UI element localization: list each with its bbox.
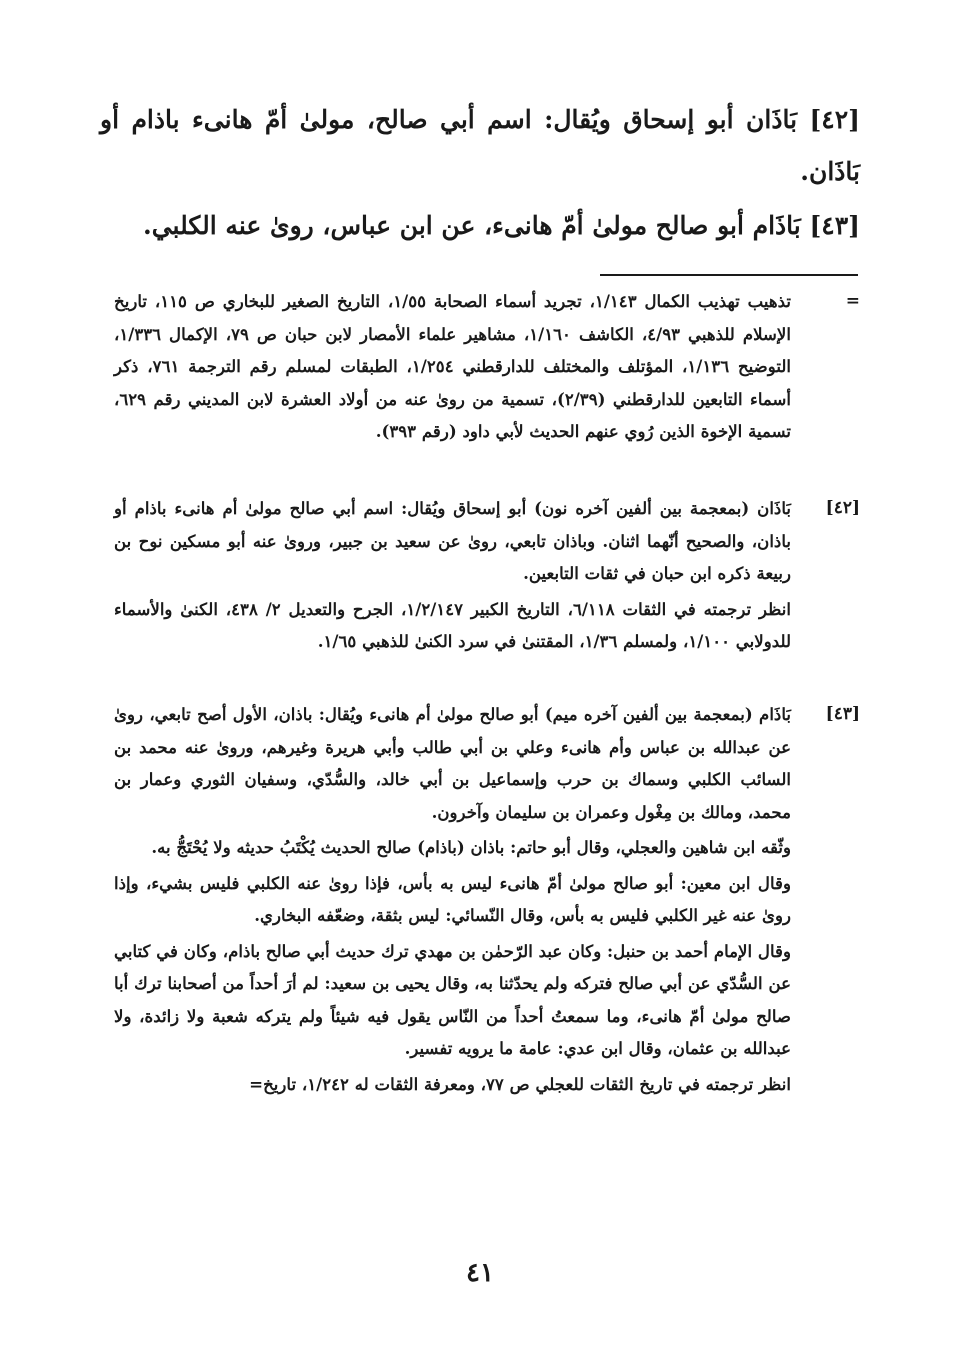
footnote-paragraph: وثّقه ابن شاهين والعجلي، وقال أبو حاتم: باذان (باذام) صالح الحديث يُكْتَبُ حديثه ولا يُحْتَجُّ به.: [151, 837, 791, 857]
page-number: ٤١: [466, 1258, 494, 1288]
footnote-paragraph: وقال ابن معين: أبو صالح مولىٰ أمّ هانىء ليس به بأس، فإذا روىٰ عنه الكلبي فليس بشيء، وإذا روىٰ عنه غير الكلبي فليس به بأس، وقال النّسائي: ليس بثقة، وضعّفه البخاري.: [114, 872, 791, 925]
footnote-marker: [٤٣]: [825, 704, 860, 724]
footnote-paragraph: بَاذَان (بمعجمة بين ألفين آخره نون) أبو إسحاق ويُقال: اسم أبي صالح مولىٰ أم هانىء باذام أو باذان، والصحيح أنّهما اثنان. وباذان تابعي، روىٰ عن سعيد بن جبير، وروىٰ عنه أبو مسكين نوح بن ربيعة ذكره ابن حبان في ثقات التابعين.: [114, 498, 791, 583]
main-entry-42: [٤٢] بَاذَان أبو إسحاق ويُقال: اسم أبي صالح، مولىٰ أمّ هانىء باذام أو بَاذَان.: [100, 105, 860, 186]
footnote-separator: [600, 274, 858, 276]
footnote-marker: =: [845, 291, 860, 311]
footnote-body: [114, 698, 791, 1103]
footnote-body: [114, 492, 791, 661]
footnote-body: [114, 285, 791, 451]
footnote-paragraph: انظر ترجمته في تاريخ الثقات للعجلي ص ٧٧، ومعرفة الثقات له ١/٢٤٢، تاريخ=: [249, 1073, 791, 1094]
footnote-paragraph: بَاذَام (بمعجمة بين ألفين آخره ميم) أبو صالح مولىٰ أم هانىء ويُقال: باذان، الأول أصح تابعي، روىٰ عن عبدالله بن عباس وأم هانىء وعلي بن أبي طالب وأبي هريرة وغيرهم، وروىٰ عنه محمد بن السائب الكلبي وسماك بن حرب وإسماعيل بن أبي خالد، والسُّدّي، وسفيان الثوري وعمار بن محمد، ومالك بن مِغْول وعمران بن سليمان وآخرون.: [114, 704, 791, 822]
footnote-paragraph: وقال الإمام أحمد بن حنبل: وكان عبد الرّحمٰن بن مهدي ترك حديث أبي صالح باذام، وكان في كتابي عن السُّدّي عن أبي صالح فتركه ولم يحدّثنا به، وقال يحيى بن سعيد: لم أرَ أحداً من أصحابنا ترك أبا صالح مولىٰ أمّ هانىء، وما سمعتُ أحداً من النّاس يقول فيه شيئاً ولم يتركه شعبة ولا زائدة، ولا عبدالله بن عثمان، وقال ابن عدي: عامة ما يرويه تفسير.: [114, 940, 791, 1058]
footnote-marker: [٤٢]: [825, 498, 860, 518]
main-entry-43: [٤٣] بَاذَام أبو صالح مولىٰ أمّ هانىء، عن ابن عباس، روىٰ عنه الكلبي.: [143, 211, 860, 240]
footnote-paragraph: تذهيب تهذيب الكمال ١/١٤٣، تجريد أسماء الصحابة ١/٥٥، التاريخ الصغير للبخاري ص ١١٥، تاريخ الإسلام للذهبي ٤/٩٣، الكاشف ١/١٦٠، مشاهير علماء الأمصار لابن حبان ص ٧٩، الإكمال ١/٣٣٦، التوضيح ١/١٣٦، المؤتلف والمختلف للدارقطني ١/٢٥٤، الطبقات لمسلم رقم الترجمة ٧٦١، ذكر أسماء التابعين للدارقطني (٢/٣٩)، تسمية من روىٰ عنه من أولاد العشرة لابن المديني رقم ٦٢٩، تسمية الإخوة الذين رُوي عنهم الحديث لأبي داود (رقم ٣٩٣).: [114, 291, 792, 441]
footnote-paragraph: انظر ترجمته في الثقات ٦/١١٨، التاريخ الكبير ١/٢/١٤٧، الجرح والتعديل ٢/ ٤٣٨، الكنىٰ والأسماء للدولابي ١/١٠٠، ولمسلم ١/٣٦، المقتنىٰ في سرد الكنىٰ للذهبي ١/٦٥.: [114, 598, 791, 651]
